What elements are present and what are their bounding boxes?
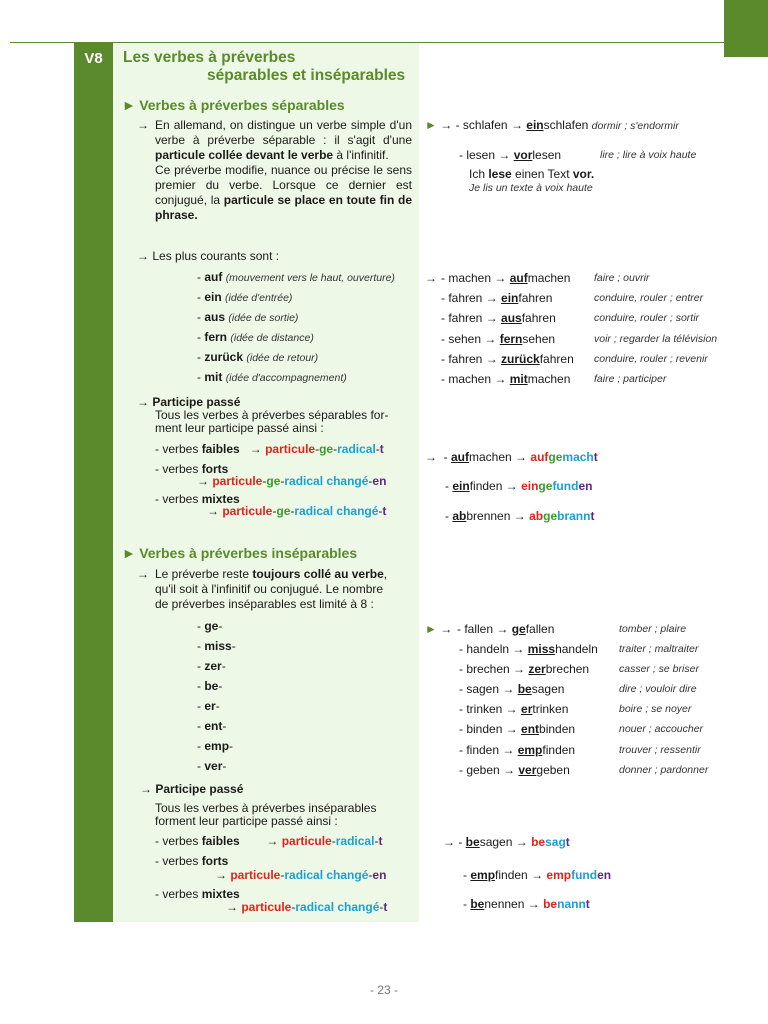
particle-example: - fahren → einfahren: [441, 291, 553, 305]
insep-arrow: ► →: [425, 622, 453, 636]
rule2-forts-label: - verbes forts: [155, 854, 229, 868]
prefix-item: - er-: [197, 699, 220, 713]
example-sentence: Ich lese einen Text vor.: [469, 167, 595, 181]
translation: traiter ; maltraiter: [619, 643, 699, 655]
participle-title-2: → Participe passé: [140, 782, 244, 796]
example-lesen: - lesen → vorlesen: [459, 148, 562, 162]
rule-mixtes-label: - verbes mixtes: [155, 492, 240, 506]
translation: tomber ; plaire: [619, 623, 687, 635]
particle-example: - machen → mitmachen: [441, 372, 571, 386]
prefix-item: - ver-: [197, 759, 227, 773]
pp-example-abbrennen: - abbrennen → abgebrannt: [445, 509, 595, 523]
triangle-icon: ►: [122, 545, 136, 561]
translation: faire ; ouvrir: [594, 272, 650, 284]
arrow-icon: →: [425, 271, 437, 285]
insep-example: - brechen → zerbrechen: [459, 662, 590, 676]
sentence-translation: Je lis un texte à voix haute: [469, 182, 593, 194]
arrow-icon: →: [137, 118, 149, 132]
translation: voir ; regarder la télévision: [594, 333, 718, 345]
participle-text-2: ment leur participe passé ainsi :: [155, 421, 324, 435]
rule-faibles: - verbes faibles → particule-ge-radical-t: [155, 442, 384, 456]
particle-fern: - fern (idée de distance): [197, 330, 314, 344]
particle-aus: - aus (idée de sortie): [197, 310, 299, 324]
translation: boire ; se noyer: [619, 703, 692, 715]
particle-example: - sehen → fernsehen: [441, 332, 556, 346]
common-intro: → Les plus courants sont :: [137, 249, 280, 263]
prefix-item: - ent-: [197, 719, 227, 733]
particle-auf: - auf (mouvement vers le haut, ouverture): [197, 270, 395, 284]
rule-forts: → particule-ge-radical changé-en: [197, 474, 387, 488]
triangle-icon: ►: [122, 97, 136, 113]
rule2-mixtes: → particule-radical changé-t: [226, 900, 388, 914]
translation: trouver ; ressentir: [619, 744, 701, 756]
prefix-item: - zer-: [197, 659, 226, 673]
translation-lesen: lire ; lire à voix haute: [600, 149, 697, 161]
insep-example: - fallen → gefallen: [457, 622, 555, 636]
insep-example: - finden → empfinden: [459, 743, 576, 757]
page-number: - 23 -: [369, 983, 398, 997]
particle-ein: - ein (idée d'entrée): [197, 290, 293, 304]
participle-text-1: Tous les verbes à préverbes séparables for-: [155, 408, 389, 422]
translation: donner ; pardonner: [619, 764, 709, 776]
pp2-example-besagen: → - besagen → besagt: [443, 835, 570, 849]
rule2-forts: → particule-radical changé-en: [215, 868, 387, 882]
particle-example: - fahren → zurückfahren: [441, 352, 574, 366]
lesson-code: V8: [84, 50, 103, 67]
rule-mixtes: → particule-ge-radical changé-t: [207, 504, 387, 518]
rule2-faibles: - verbes faibles → particule-radical-t: [155, 834, 383, 848]
pp2-example-empfinden: - empfinden → empfunden: [463, 868, 612, 882]
section2-intro: Le préverbe reste toujours collé au verbe, qu'il soit à l'infinitif ou conjugué. Le nombre de préverbes inséparables est limité à 8 :: [155, 567, 388, 611]
particle-example: - machen → aufmachen: [441, 271, 571, 285]
insep-example: - trinken → ertrinken: [459, 702, 569, 716]
pp-example-aufmachen: → - aufmachen → aufgemacht: [425, 450, 598, 464]
pp-example-einfinden: - einfinden → eingefunden: [445, 479, 593, 493]
translation: conduire, rouler ; entrer: [594, 292, 704, 304]
particle-mit: - mit (idée d'accompagnement): [197, 370, 347, 384]
translation: casser ; se briser: [619, 663, 699, 675]
prefix-item: - ge-: [197, 619, 223, 633]
translation: faire ; participer: [594, 373, 667, 385]
triangle-icon: ►: [425, 622, 437, 636]
particle-example: - fahren → ausfahren: [441, 311, 556, 325]
example-schlafen: ► → - schlafen → einschlafen dormir ; s'endormir: [425, 118, 679, 132]
section1-heading: ► Verbes à préverbes séparables: [122, 97, 345, 113]
page-title-line2: séparables et inséparables: [207, 67, 406, 84]
arrow-icon: →: [137, 567, 149, 581]
corner-tab: [724, 0, 768, 57]
participle2-text-2: forment leur participe passé ainsi :: [155, 814, 338, 828]
rule-forts-label: - verbes forts: [155, 462, 229, 476]
insep-example: - geben → vergeben: [459, 763, 570, 777]
insep-example: - handeln → misshandeln: [459, 642, 598, 656]
insep-example: - binden → entbinden: [459, 722, 576, 736]
triangle-icon: ►: [425, 118, 437, 132]
rule2-mixtes-label: - verbes mixtes: [155, 887, 240, 901]
participle2-text-1: Tous les verbes à préverbes inséparables: [155, 801, 377, 815]
translation: nouer ; accoucher: [619, 723, 704, 735]
section1-intro: En allemand, on distingue un verbe simple d'un verbe à préverbe séparable : il s'agit d'une particule collée devant le verbe à l'infinitif. Ce préverbe modifie, nuance ou précise le sens premier du verbe. Lorsque ce dernier est conjugué, la particule se place en toute fin de phrase.: [155, 118, 412, 222]
particle-zurueck: - zurück (idée de retour): [197, 350, 319, 364]
page-title-line1: Les verbes à préverbes: [123, 49, 296, 66]
prefix-item: - miss-: [197, 639, 236, 653]
pp2-example-benennen: - benennen → benannt: [463, 897, 590, 911]
translation: dire ; vouloir dire: [619, 683, 697, 695]
insep-example: - sagen → besagen: [459, 682, 565, 696]
side-bar: [74, 43, 113, 922]
translation: conduire, rouler ; sortir: [594, 312, 700, 324]
prefix-item: - emp-: [197, 739, 234, 753]
translation: conduire, rouler ; revenir: [594, 353, 708, 365]
prefix-item: - be-: [197, 679, 223, 693]
participle-title: → Participe passé: [137, 395, 241, 409]
section2-heading: ► Verbes à préverbes inséparables: [122, 545, 358, 561]
